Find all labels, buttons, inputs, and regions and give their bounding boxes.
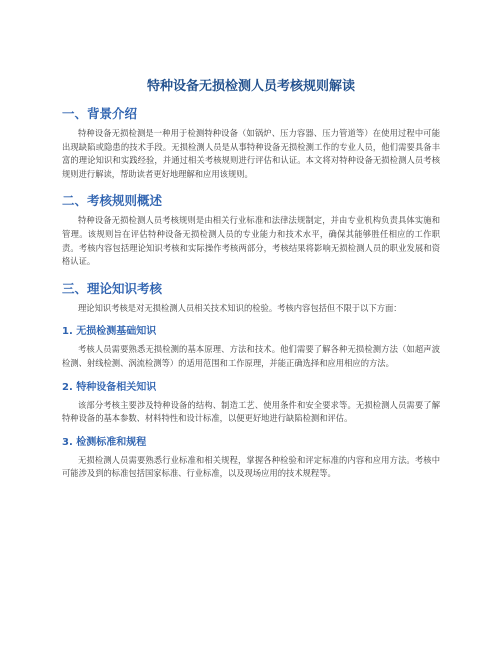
subsection-equipment-knowledge	[62, 381, 440, 426]
subsection-paragraph: 无损检测人员需要熟悉行业标准和相关规程，掌握各种检验和评定标准的内容和应用方法。考核中可能涉及到的标准包括国家标准、行业标准，以及现场应用的技术规程等。	[62, 454, 440, 479]
section-background	[62, 105, 440, 181]
subsection-heading: 1. 无损检测基础知识	[62, 326, 157, 338]
section-theory-exam	[62, 280, 440, 481]
section-overview	[62, 192, 440, 268]
section-heading: 二、考核规则概述	[62, 193, 163, 209]
section-paragraph: 特种设备无损检测人员考核规则是由相关行业标准和法律法规制定，并由专业机构负责具体实施和管理。该规则旨在评估特种设备无损检测人员的专业能力和技术水平，确保其能够胜任相应的工作职责。考核内容包括理论知识考核和实际操作考核两部分，考核结果将影响无损检测人员的职业发展和资格认证。	[62, 215, 440, 267]
section-heading: 三、理论知识考核	[62, 280, 163, 296]
section-paragraph: 理论知识考核是对无损检测人员相关技术知识的检验。考核内容包括但不限于以下方面：	[78, 302, 402, 313]
section-paragraph: 特种设备无损检测是一种用于检测特种设备（如锅炉、压力容器、压力管道等）在使用过程中可能出现缺陷或隐患的技术手段。无损检测人员是从事特种设备无损检测工作的专业人员，他们需要具备丰富的理论知识和实践经验，并通过相关考核规则进行评估和认证。本文将对特种设备无损检测人员考核规则进行解读，帮助读者更好地理解和应用该规则。	[62, 128, 440, 179]
subsection-ndt-basics	[62, 325, 440, 370]
subsection-standards	[62, 436, 440, 481]
subsection-heading: 3. 检测标准和规程	[62, 436, 147, 448]
subsection-heading: 2. 特种设备相关知识	[62, 381, 157, 393]
subsection-paragraph: 该部分考核主要涉及特种设备的结构、制造工艺、使用条件和安全要求等。无损检测人员需要了解特种设备的基本参数、材料特性和设计标准，以便更好地进行缺陷检测和评估。	[62, 399, 440, 424]
document-title: 特种设备无损检测人员考核规则解读	[146, 79, 355, 94]
subsection-paragraph: 考核人员需要熟悉无损检测的基本原理、方法和技术。他们需要了解各种无损检测方法（如超声波检测、射线检测、涡流检测等）的适用范围和工作原理，并能正确选择和应用相应的方法。	[62, 344, 440, 368]
section-heading: 一、背景介绍	[62, 106, 138, 121]
